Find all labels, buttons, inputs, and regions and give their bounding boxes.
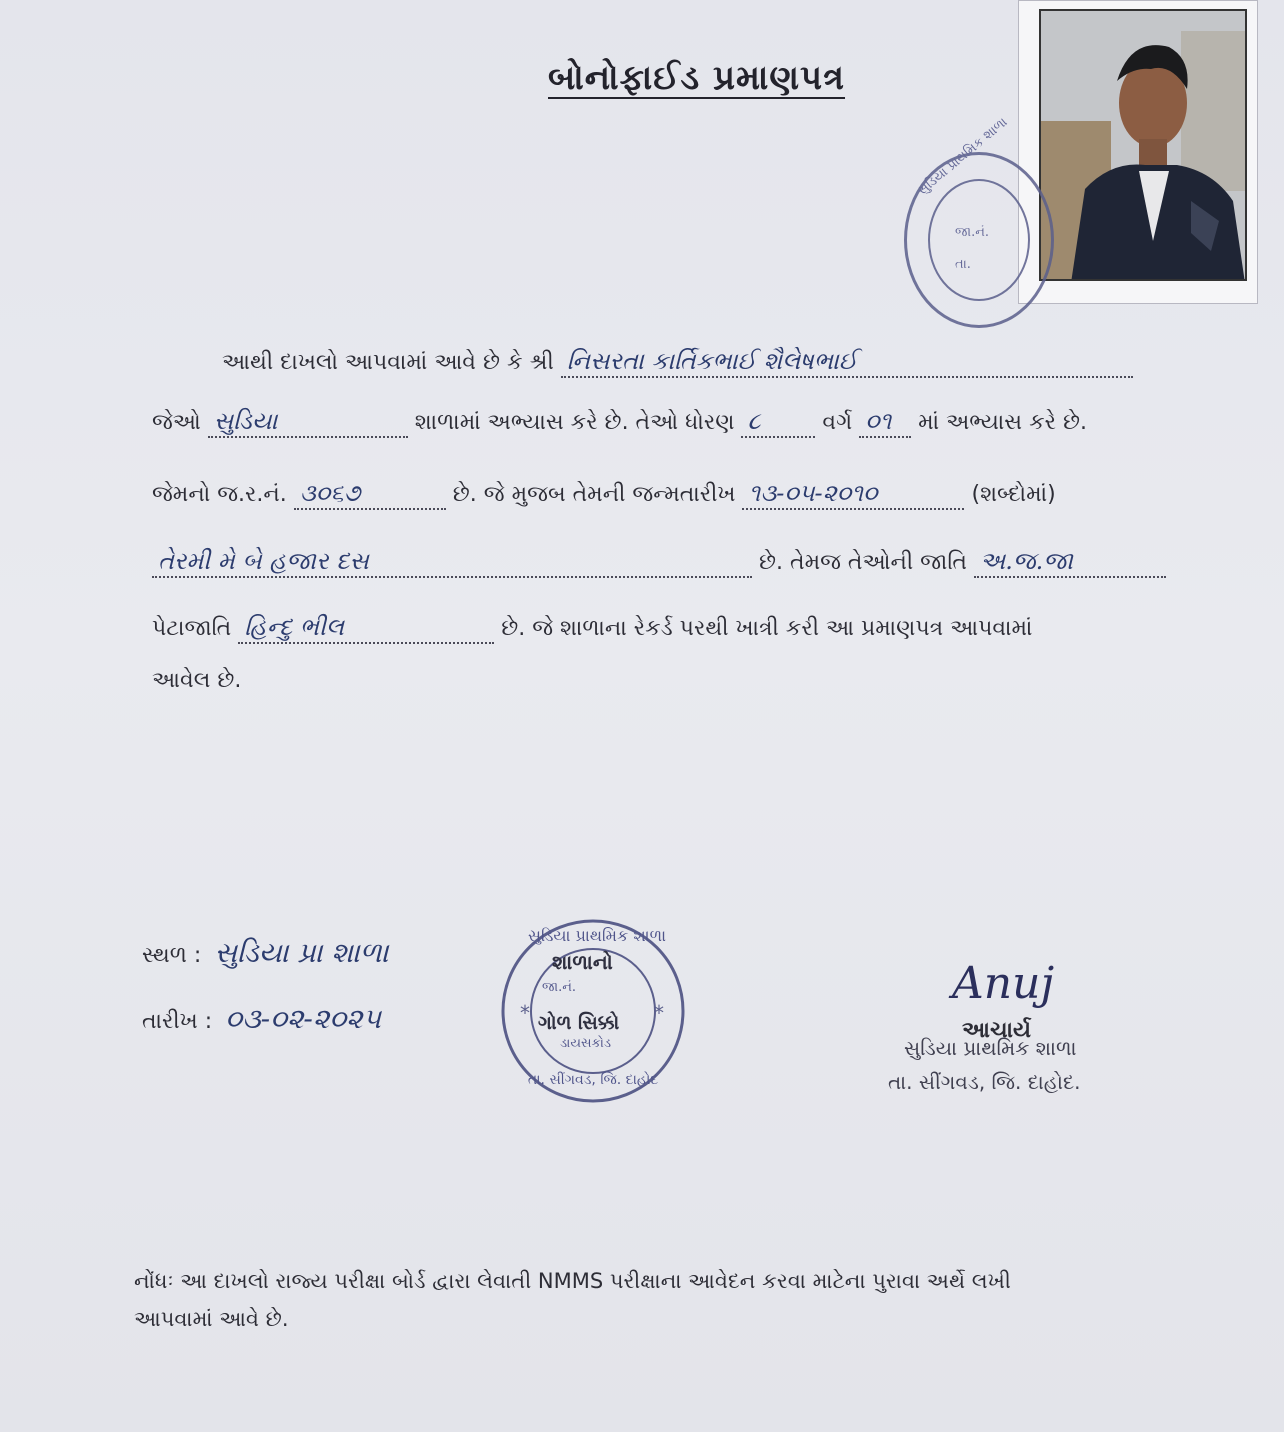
school-stamp-regno: જા.નં. [542, 980, 577, 995]
intro-text: આથી દાખલો આપવામાં આવે છે કે શ્રી [222, 350, 554, 375]
line2-class-label: વર્ગ [822, 410, 853, 435]
line2-prefix: જેઓ [152, 410, 201, 435]
body-line-1 [222, 346, 1133, 378]
school-stamp-dise-text: ડાયસકોડ [560, 1036, 612, 1051]
body-line-6: આવેલ છે. [152, 668, 242, 693]
body-line-3 [152, 478, 1056, 510]
photo-stamp [904, 114, 1054, 328]
signatory-address: તા. સીંગવડ, જિ. દાહોદ. [888, 1070, 1081, 1094]
student-photo-frame [1018, 0, 1258, 304]
school-stamp-top-text: સુડિયા પ્રાથમિક શાળા [528, 926, 666, 945]
place-value: સુડિયા પ્રા શાળા [214, 936, 389, 969]
note-line-2: આપવામાં આવે છે. [134, 1307, 289, 1331]
school-stamp-center-text: શાળાનો [552, 950, 613, 974]
line2-middle: શાળામાં અભ્યાસ કરે છે. તેઓ ધોરણ [414, 410, 735, 435]
caste-value: અ.જ.જા [974, 546, 1166, 578]
photo-stamp-regno: જા.નં. [955, 225, 990, 240]
line3-prefix: જેમનો જ.ર.નં. [152, 482, 287, 507]
line3-suffix: (શબ્દોમાં) [971, 482, 1056, 507]
subcaste-value: હિન્દુ ભીલ [238, 612, 494, 644]
photo-stamp-date: તા. [955, 257, 971, 272]
class-value: ૦૧ [859, 406, 911, 438]
certificate-title: બોનોફાઈડ પ્રમાણપત્ર [548, 58, 846, 98]
school-name: સુડિયા [208, 406, 408, 438]
line5-suffix: છે. જે શાળાના રેકર્ડ પરથી ખાત્રી કરી આ પ્રમાણપત્ર આપવામાં [501, 616, 1033, 641]
svg-text:*: * [520, 1001, 530, 1025]
line5-prefix: પેટાજાતિ [152, 616, 232, 641]
place-label: સ્થળ : [142, 943, 202, 968]
birth-date-words: તેરમી મે બે હજાર દસ [152, 546, 752, 578]
school-stamp-bottom-text: તા. સીંગવડ, જિ. દાહોદ [527, 1072, 659, 1088]
body-line-2 [152, 406, 1087, 438]
line3-middle: છે. જે મુજબ તેમની જન્મતારીખ [452, 482, 736, 507]
school-stamp-seal-text: ગોળ સિક્કો [538, 1012, 620, 1034]
line4-middle: છે. તેમજ તેઓની જાતિ [759, 550, 967, 575]
date-row [142, 1004, 387, 1037]
date-label: તારીખ : [142, 1009, 213, 1034]
note-line-1: નોંધઃ આ દાખલો રાજ્ય પરીક્ષા બોર્ડ દ્વારા લેવાતી NMMS પરીક્ષાના આવેદન કરવા માટેના પુરાવા અર્થે લખી [134, 1269, 1011, 1293]
birth-date: ૧૩-૦૫-૨૦૧૦ [742, 478, 964, 510]
date-value: ૦૩-૦૨-૨૦૨૫ [225, 1002, 381, 1035]
body-line-4 [152, 546, 1166, 578]
signature: Anuj [952, 958, 1055, 1009]
signatory-title: આચાર્ય [962, 1018, 1031, 1043]
body-line-5 [152, 612, 1032, 644]
svg-text:*: * [654, 1001, 664, 1025]
place-row [142, 938, 395, 971]
signatory-school: સુડિયા પ્રાથમિક શાળા [904, 1036, 1077, 1060]
photo-stamp-top-text: સુડિયા પ્રાથમિક શાળા [915, 114, 1011, 199]
school-stamp [498, 916, 688, 1106]
line2-suffix: માં અભ્યાસ કરે છે. [918, 410, 1088, 435]
student-photo-image [1041, 11, 1247, 281]
standard-value: ૮ [741, 406, 815, 438]
student-photo [1039, 9, 1247, 281]
register-number: ૩૦૬૭ [294, 478, 446, 510]
student-name: નિસરતા કાર્તિકભાઈ શૈલેષભાઈ [561, 346, 1133, 378]
